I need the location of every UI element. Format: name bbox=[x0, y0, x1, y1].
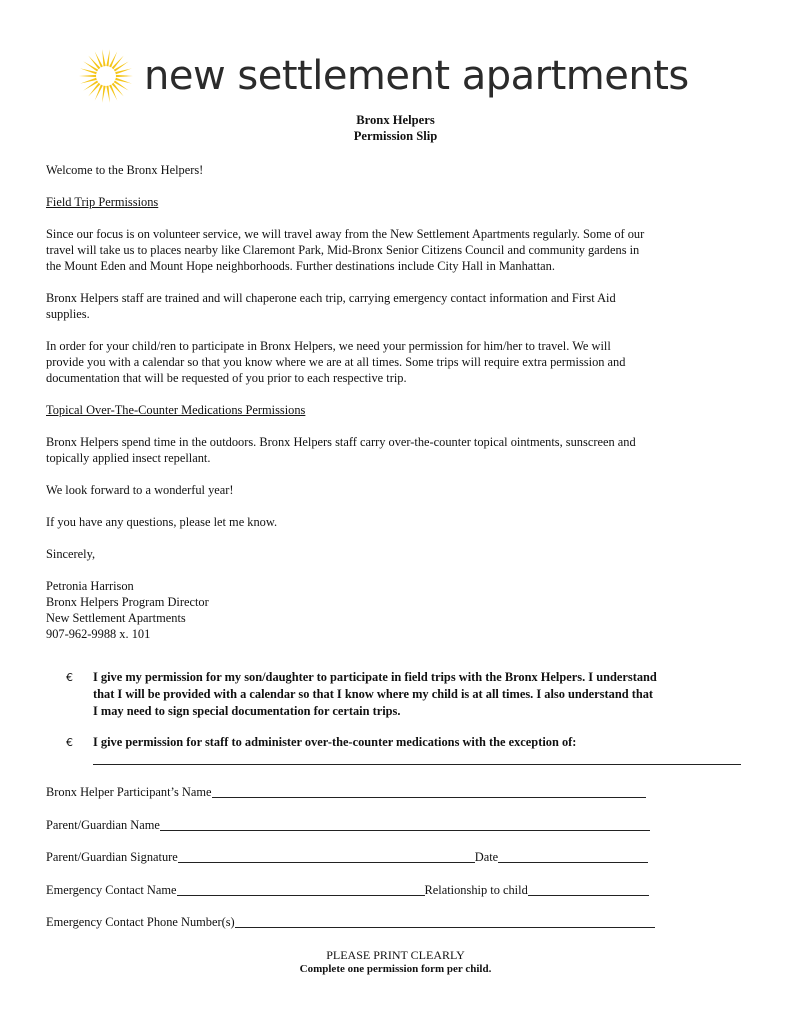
footer-instructions bbox=[0, 948, 791, 976]
emergency-contact-row bbox=[46, 880, 649, 898]
relationship-field[interactable] bbox=[528, 882, 649, 896]
emergency-phone-row bbox=[46, 912, 655, 930]
medication-exception-field[interactable] bbox=[93, 764, 741, 765]
signatory-title: Bronx Helpers Program Director bbox=[46, 595, 209, 609]
letter-body bbox=[46, 162, 746, 642]
sun-ray bbox=[116, 75, 133, 77]
sun-ray bbox=[79, 75, 96, 77]
guardian-signature-label: Parent/Guardian Signature bbox=[46, 850, 178, 864]
title-line-1: Bronx Helpers bbox=[356, 113, 435, 127]
paragraph-3-line-1: In order for your child/ren to participate in Bronx Helpers, we need your permission for him/her to travel. We will bbox=[46, 339, 611, 353]
paragraph-3-line-3: documentation that will be requested of you prior to each respective trip. bbox=[46, 371, 407, 385]
paragraph-3-line-2: provide you with a calendar so that you know where we are at all times. Some trips will require extra permission and bbox=[46, 355, 626, 369]
signatory-org: New Settlement Apartments bbox=[46, 611, 186, 625]
closing-line-1: We look forward to a wonderful year! bbox=[46, 483, 234, 497]
date-field[interactable] bbox=[498, 849, 648, 863]
guardian-name-field[interactable] bbox=[160, 817, 650, 831]
sun-ray bbox=[112, 83, 124, 97]
emergency-phone-field[interactable] bbox=[235, 914, 655, 928]
checkbox-field-trips[interactable]: € bbox=[66, 671, 73, 684]
relationship-label: Relationship to child bbox=[424, 883, 528, 897]
participant-name-row bbox=[46, 782, 646, 800]
guardian-name-row bbox=[46, 815, 650, 833]
sun-ray bbox=[112, 56, 124, 70]
sun-ray bbox=[102, 86, 106, 103]
title-line-2: Permission Slip bbox=[353, 129, 438, 143]
logo-header bbox=[78, 44, 718, 114]
welcome-text: Welcome to the Bronx Helpers! bbox=[46, 163, 204, 177]
date-label: Date bbox=[474, 850, 499, 864]
footer-line-1: PLEASE PRINT CLEARLY bbox=[326, 948, 465, 962]
permission-1-line-1: I give my permission for my son/daughter to participate in field trips with the Bronx Helpers. I understand bbox=[93, 670, 657, 684]
signatory-name: Petronia Harrison bbox=[46, 579, 134, 593]
sun-ray bbox=[88, 56, 100, 70]
paragraph-1-line-3: the Mount Eden and Mount Hope neighborhoods. Further destinations include City Hall in Manhattan. bbox=[46, 259, 555, 273]
paragraph-2-line-2: supplies. bbox=[46, 307, 90, 321]
paragraph-1-line-2: travel will take us to places nearby like Claremont Park, Mid-Bronx Senior Citizens Council and community gardens in bbox=[46, 243, 640, 257]
brand-name: new settlement apartments bbox=[144, 53, 689, 99]
permission-item-1 bbox=[66, 669, 746, 720]
sun-ray bbox=[106, 86, 110, 103]
sun-ray bbox=[102, 49, 106, 66]
document-title bbox=[0, 112, 791, 144]
guardian-signature-row bbox=[46, 847, 648, 865]
signatory-phone: 907-962-9988 x. 101 bbox=[46, 627, 151, 641]
emergency-contact-name-label: Emergency Contact Name bbox=[46, 883, 177, 897]
otc-heading: Topical Over-The-Counter Medications Permissions bbox=[46, 403, 306, 417]
participant-name-label: Bronx Helper Participant’s Name bbox=[46, 785, 212, 799]
sun-ray bbox=[106, 49, 110, 66]
permission-item-2 bbox=[66, 734, 746, 751]
field-trip-heading: Field Trip Permissions bbox=[46, 195, 159, 209]
checkbox-medications[interactable]: € bbox=[66, 736, 73, 749]
participant-name-field[interactable] bbox=[212, 784, 646, 798]
sincerely: Sincerely, bbox=[46, 547, 96, 561]
paragraph-4-line-2: topically applied insect repellant. bbox=[46, 451, 211, 465]
footer-line-2: Complete one permission form per child. bbox=[299, 963, 492, 975]
permission-1-line-2: that I will be provided with a calendar so that I know where my child is at all times. I also understand that bbox=[93, 687, 654, 701]
closing-line-2: If you have any questions, please let me know. bbox=[46, 515, 278, 529]
permission-2-text: I give permission for staff to administer over-the-counter medications with the exception of: bbox=[93, 735, 577, 749]
sun-logo-icon bbox=[78, 48, 134, 104]
emergency-phone-label: Emergency Contact Phone Number(s) bbox=[46, 915, 235, 929]
paragraph-1-line-1: Since our focus is on volunteer service, we will travel away from the New Settlement Apartments regularly. Some of our bbox=[46, 227, 645, 241]
paragraph-2-line-1: Bronx Helpers staff are trained and will chaperone each trip, carrying emergency contact information and First Aid bbox=[46, 291, 616, 305]
permission-1-line-3: I may need to sign special documentation for certain trips. bbox=[93, 704, 401, 718]
guardian-name-label: Parent/Guardian Name bbox=[46, 818, 160, 832]
paragraph-4-line-1: Bronx Helpers spend time in the outdoors. Bronx Helpers staff carry over-the-counter topical ointments, sunscreen and bbox=[46, 435, 636, 449]
emergency-contact-name-field[interactable] bbox=[177, 882, 425, 896]
sun-ray bbox=[88, 83, 100, 97]
guardian-signature-field[interactable] bbox=[178, 849, 475, 863]
